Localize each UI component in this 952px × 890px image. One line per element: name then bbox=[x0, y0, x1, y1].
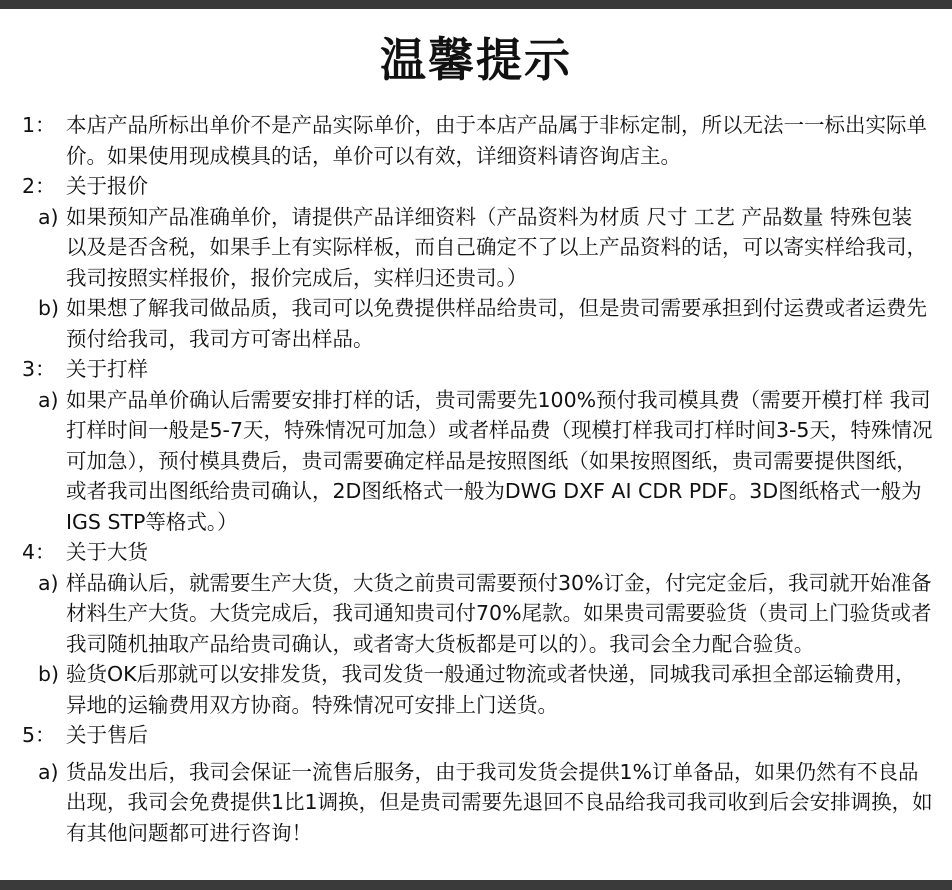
item-label: a) bbox=[38, 204, 59, 229]
page-title: 温馨提示 bbox=[380, 33, 572, 87]
item-text: 如果产品单价确认后需要安排打样的话，贵司需要先100%预付我司模具费（需要开模打样 我司打样时间一般是5-7天，特殊情况可加急）或者样品费（现模打样我司打样时间3-5天，特殊情况可加急），预付模具费后，贵司需要确定样品是按照图纸（如果按照图纸，贵司需要提供图纸，或者我司出图纸给贵司确认，2D图纸格式一般为DWG DXF AI CDR PDF。3D图纸格式一般为IGS STP等格式。） bbox=[66, 387, 933, 534]
item-text: 样品确认后，就需要生产大货，大货之前贵司需要预付30%订金，付完定金后，我司就开始准备材料生产大货。大货完成后，我司通知贵司付70%尾款。如果贵司需要验货（贵司上门验货或者我司随机抽取产品给贵司确认，或者寄大货板都是可以的）。我司会全力配合验货。 bbox=[66, 570, 932, 656]
section-heading: 关于大货 bbox=[66, 540, 148, 564]
section-number: 3： bbox=[22, 357, 56, 381]
section-number: 4： bbox=[22, 540, 56, 564]
item-label: a) bbox=[38, 387, 59, 412]
item-text: 验货OK后那就可以安排发货，我司发货一般通过物流或者快递，同城我司承担全部运输费用，异地的运输费用双方协商。特殊情况可安排上门送货。 bbox=[66, 662, 916, 717]
item-label: b) bbox=[38, 296, 60, 320]
section-number: 1： bbox=[22, 113, 56, 137]
section-number: 2： bbox=[22, 174, 56, 198]
section-2 bbox=[0, 171, 952, 354]
list-item bbox=[0, 757, 952, 849]
item-text: 如果想了解我司做品质，我司可以免费提供样品给贵司，但是贵司需要承担到付运费或者运费先预付给我司，我司方可寄出样品。 bbox=[66, 296, 927, 351]
section-4 bbox=[0, 537, 952, 720]
item-text: 如果预知产品准确单价，请提供产品详细资料（产品资料为材质 尺寸 工艺 产品数量 特殊包装 以及是否含税，如果手上有实际样板，而自己确定不了以上产品资料的话，可以寄实样给我司，我司按照实样报价，报价完成后，实样归还贵司。） bbox=[66, 204, 927, 290]
list-item bbox=[0, 568, 952, 660]
item-label: b) bbox=[38, 662, 60, 686]
section-heading: 关于打样 bbox=[66, 357, 148, 381]
list-item bbox=[0, 385, 952, 538]
list-item bbox=[0, 293, 952, 354]
top-border-bar bbox=[0, 0, 952, 9]
list-item bbox=[0, 202, 952, 294]
list-item bbox=[0, 659, 952, 720]
section-3 bbox=[0, 354, 952, 537]
item-label: a) bbox=[38, 570, 59, 595]
section-heading: 关于报价 bbox=[66, 174, 148, 198]
section-text: 本店产品所标出单价不是产品实际单价，由于本店产品属于非标定制，所以无法一一标出实际单价。如果使用现成模具的话，单价可以有效，详细资料请咨询店主。 bbox=[66, 113, 927, 168]
item-text: 货品发出后，我司会保证一流售后服务，由于我司发货会提供1%订单备品，如果仍然有不良品出现，我司会免费提供1比1调换，但是贵司需要先退回不良品给我司我司收到后会安排调换，如有其他问题都可进行咨询！ bbox=[66, 759, 933, 845]
notice-content bbox=[0, 110, 952, 848]
section-1 bbox=[0, 110, 952, 171]
item-label: a) bbox=[38, 759, 59, 784]
section-heading: 关于售后 bbox=[66, 723, 148, 747]
section-number: 5： bbox=[22, 723, 56, 747]
section-5 bbox=[0, 720, 952, 848]
bottom-border-bar bbox=[0, 880, 952, 890]
